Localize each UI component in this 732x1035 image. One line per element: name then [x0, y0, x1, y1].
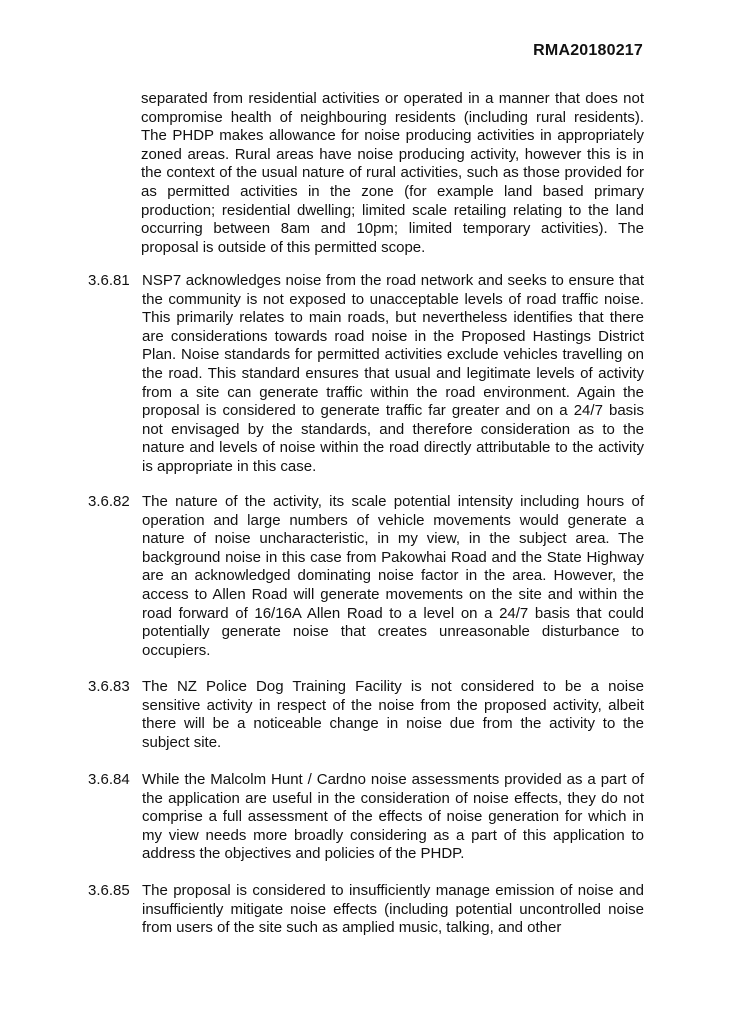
paragraph-continuation — [88, 90, 644, 257]
paragraph-3-6-82 — [88, 493, 644, 660]
paragraph-number: 3.6.82 — [88, 493, 130, 510]
paragraph-text: separated from residential activities or operated in a manner that does not compromise health of neighbouring residents (including rural residents). The PHDP makes allowance for noise producing activities in appropriately zoned areas. Rural areas have noise producing activity, however this is in the context of the usual nature of rural activities, such as those provided for as permitted activities in the zone (for example land based primary production; residential dwelling; limited scale retailing relating to the land occurring between 8am and 10pm; limited temporary activities). The proposal is outside of this permitted scope. — [141, 90, 644, 256]
paragraph-text: NSP7 acknowledges noise from the road network and seeks to ensure that the community is not exposed to unacceptable levels of road traffic noise. This primarily relates to main roads, but nevertheless identifies that there are considerations towards road noise in the Proposed Hastings District Plan. Noise standards for permitted activities exclude vehicles travelling on the road. This standard ensures that usual and legitimate levels of activity from a site can generate traffic within the road environment. Again the proposal is considered to generate traffic far greater and on a 24/7 basis not envisaged by the standards, and therefore consideration as to the nature and levels of noise within the road directly attributable to the activity is appropriate in this case. — [142, 272, 644, 475]
paragraph-text: The nature of the activity, its scale potential intensity including hours of operation and large numbers of vehicle movements would generate a nature of noise uncharacteristic, in my view, in the subject area. The background noise in this case from Pakowhai Road and the State Highway are an acknowledged dominating noise factor in the area. However, the access to Allen Road will generate movements on the site and within the road forward of 16/16A Allen Road to a level on a 24/7 basis that could potentially generate noise that creates unreasonable disturbance to occupiers. — [142, 493, 644, 659]
paragraph-number: 3.6.85 — [88, 882, 130, 899]
paragraph-3-6-85 — [88, 882, 644, 938]
paragraph-number: 3.6.84 — [88, 771, 130, 788]
paragraph-3-6-83 — [88, 678, 644, 752]
paragraph-text: The NZ Police Dog Training Facility is not considered to be a noise sensitive activity in respect of the noise from the proposed activity, albeit there will be a noticeable change in noise due from the activity to the subject site. — [142, 678, 644, 751]
paragraph-text: The proposal is considered to insufficiently manage emission of noise and insufficiently mitigate noise effects (including potential uncontrolled noise from users of the site such as amplied music, talking, and other — [142, 882, 644, 937]
paragraph-3-6-84 — [88, 771, 644, 864]
document-reference: RMA20180217 — [533, 42, 643, 59]
paragraph-number: 3.6.81 — [88, 272, 130, 289]
paragraph-text: While the Malcolm Hunt / Cardno noise assessments provided as a part of the application are useful in the consideration of noise effects, they do not comprise a full assessment of the effects of noise generation for which in my view needs more broadly considering as a part of this application to address the objectives and policies of the PHDP. — [142, 771, 644, 863]
paragraph-3-6-81 — [88, 272, 644, 477]
paragraph-number: 3.6.83 — [88, 678, 130, 695]
